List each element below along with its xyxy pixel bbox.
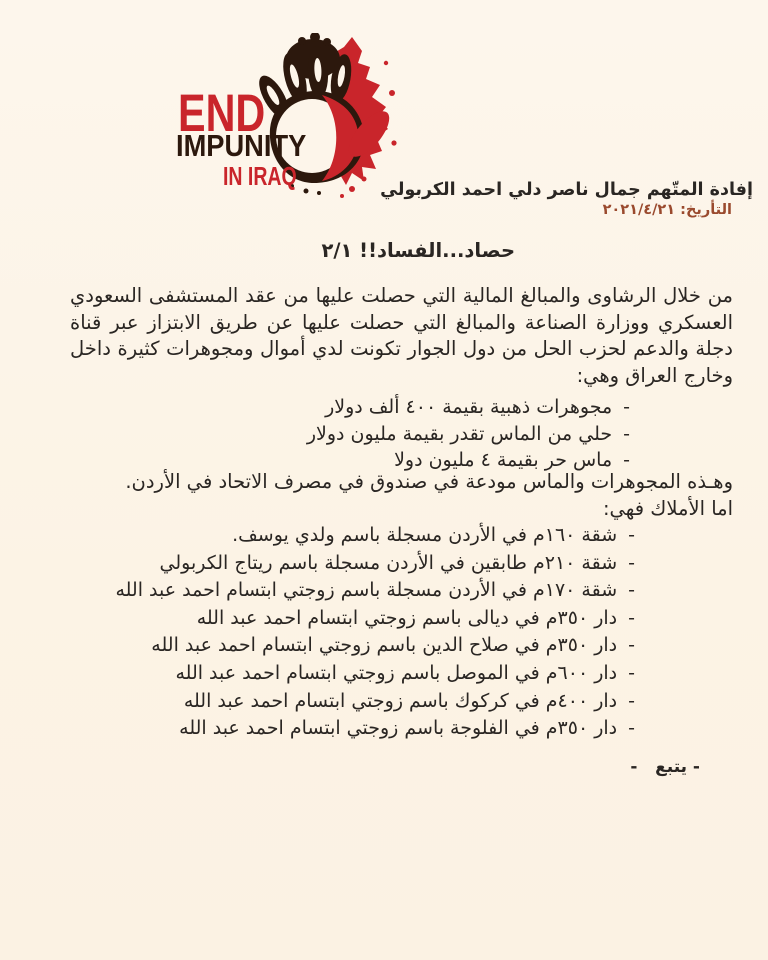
logo-word-impunity: IMPUNITY: [176, 129, 307, 164]
logo-word-end: END: [178, 84, 266, 144]
list-item: [115, 715, 635, 743]
list-item: [115, 577, 635, 605]
list-item-text: شقة ١٧٠م في الأردن مسجلة باسم زوجتي ابتسام احمد عبد الله: [115, 579, 618, 602]
continued-marker: - يتبع -: [630, 757, 700, 777]
list-item-text: دار ٣٥٠م في الفلوجة باسم زوجتي ابتسام احمد عبد الله: [179, 717, 618, 740]
list-item: [115, 605, 635, 633]
bullet-dash: -: [628, 606, 635, 629]
list-item: [307, 421, 630, 448]
bullet-dash: -: [628, 634, 635, 657]
list-item-text: دار ٤٠٠م في كركوك باسم زوجتي ابتسام احمد عبد الله: [183, 689, 618, 712]
list-item: [115, 688, 635, 716]
list-item-text: شقة ١٦٠م في الأردن مسجلة باسم ولدي يوسف.: [232, 524, 618, 546]
intro-line: دجلة والدعم لحزب الحل من دول الجوار تكونت لدي أموال ومجوهرات كثيرة داخل: [70, 337, 733, 360]
bullet-dash: -: [623, 396, 630, 418]
list-item-text: دار ٦٠٠م في الموصل باسم زوجتي ابتسام احمد عبد الله: [175, 661, 618, 684]
list-item-text: دار ٣٥٠م في ديالى باسم زوجتي ابتسام احمد عبد الله: [196, 606, 618, 629]
list-item-text: مجوهرات ذهبية بقيمة ٤٠٠ ألف دولار: [325, 396, 613, 418]
list-item-text: دار ٣٥٠م في صلاح الدين باسم زوجتي ابتسام احمد عبد الله: [151, 634, 618, 657]
intro-line: وخارج العراق وهي:: [576, 363, 733, 387]
statement-headline: إفادة المتّهم جمال ناصر دلي احمد الكربولي: [380, 180, 753, 200]
valuables-list: [307, 394, 630, 474]
bullet-dash: -: [628, 579, 635, 602]
bullet-dash: -: [628, 661, 635, 684]
list-item: [115, 550, 635, 578]
assets-list: [115, 522, 635, 743]
intro-line: من خلال الرشاوى والمبالغ المالية التي حصلت عليها من عقد المستشفى السعودي: [70, 284, 733, 307]
assets-intro: اما الأملاك فهي:: [602, 496, 733, 520]
bullet-dash: -: [623, 422, 630, 445]
deposit-note-block: [53, 469, 733, 522]
bullet-dash: -: [628, 689, 635, 712]
list-item-text: حلي من الماس تقدر بقيمة مليون دولار: [306, 422, 613, 445]
list-item: [115, 632, 635, 660]
intro-paragraph: [70, 283, 733, 389]
date-line: التأريخ: ٢٠٢١/٤/٢١: [602, 202, 732, 218]
list-item: [307, 394, 630, 421]
intro-line: العسكري ووزارة الصناعة والمبالغ التي حصلت عليها عن طريق الابتزاز عبر قناة: [70, 310, 733, 334]
deposit-note: وهـذه المجوهرات والماس مودعة في صندوق في مصرف الاتحاد في الأردن.: [125, 470, 733, 493]
bullet-dash: -: [623, 449, 630, 471]
list-item: [115, 660, 635, 688]
document-title: حصاد...الفساد!! ٢/١: [321, 239, 515, 262]
list-item-text: شقة ٢١٠م طابقين في الأردن مسجلة باسم ريتاج الكربولي: [159, 551, 618, 574]
list-item-text: ماس حر بقيمة ٤ مليون دولا: [394, 449, 613, 471]
logo-word-in-iraq: IN IRAQ: [223, 161, 297, 191]
bullet-dash: -: [628, 551, 635, 574]
bullet-dash: -: [628, 524, 635, 546]
list-item: [115, 522, 635, 550]
bullet-dash: -: [628, 717, 635, 740]
